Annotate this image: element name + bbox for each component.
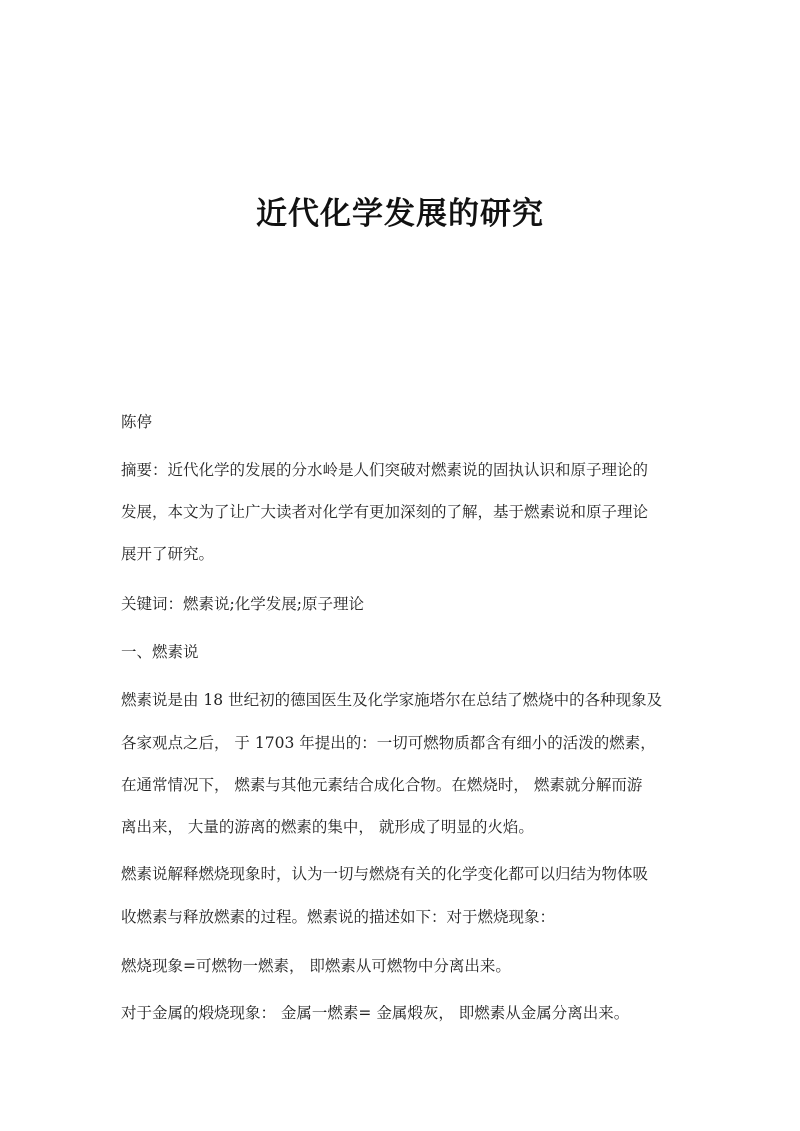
paragraph2-line-1: 燃素说解释燃烧现象时，认为一切与燃烧有关的化学变化都可以归结为物体吸 xyxy=(121,865,649,883)
abstract-line-3: 展开了研究。 xyxy=(121,545,215,563)
paragraph1-line-2: 各家观点之后， 于 1703 年提出的：一切可燃物质都含有细小的活泼的燃素， xyxy=(121,734,656,752)
formula-combustion: 燃烧现象=可燃物一燃素， 即燃素从可燃物中分离出来。 xyxy=(121,957,511,975)
keywords-line: 关键词：燃素说;化学发展;原子理论 xyxy=(121,595,364,613)
document-title: 近代化学发展的研究 xyxy=(256,196,544,232)
author-name: 陈停 xyxy=(121,413,153,431)
paragraph1-line-1: 燃素说是由 18 世纪初的德国医生及化学家施塔尔在总结了燃烧中的各种现象及 xyxy=(121,691,663,709)
abstract-line-2: 发展，本文为了让广大读者对化学有更加深刻的了解，基于燃素说和原子理论 xyxy=(121,503,649,521)
paragraph2-line-2: 收燃素与释放燃素的过程。燃素说的描述如下：对于燃烧现象： xyxy=(121,908,556,926)
paragraph1-line-3: 在通常情况下， 燃素与其他元素结合成化合物。在燃烧时， 燃素就分解而游 xyxy=(121,776,643,794)
abstract-line-1: 摘要：近代化学的发展的分水岭是人们突破对燃素说的固执认识和原子理论的 xyxy=(121,461,649,479)
section-heading-phlogiston: 一、燃素说 xyxy=(121,643,199,661)
formula-metal-calcination: 对于金属的煅烧现象： 金属一燃素= 金属煅灰， 即燃素从金属分离出来。 xyxy=(121,1004,630,1022)
paragraph1-line-4: 离出来， 大量的游离的燃素的集中， 就形成了明显的火焰。 xyxy=(121,818,534,836)
